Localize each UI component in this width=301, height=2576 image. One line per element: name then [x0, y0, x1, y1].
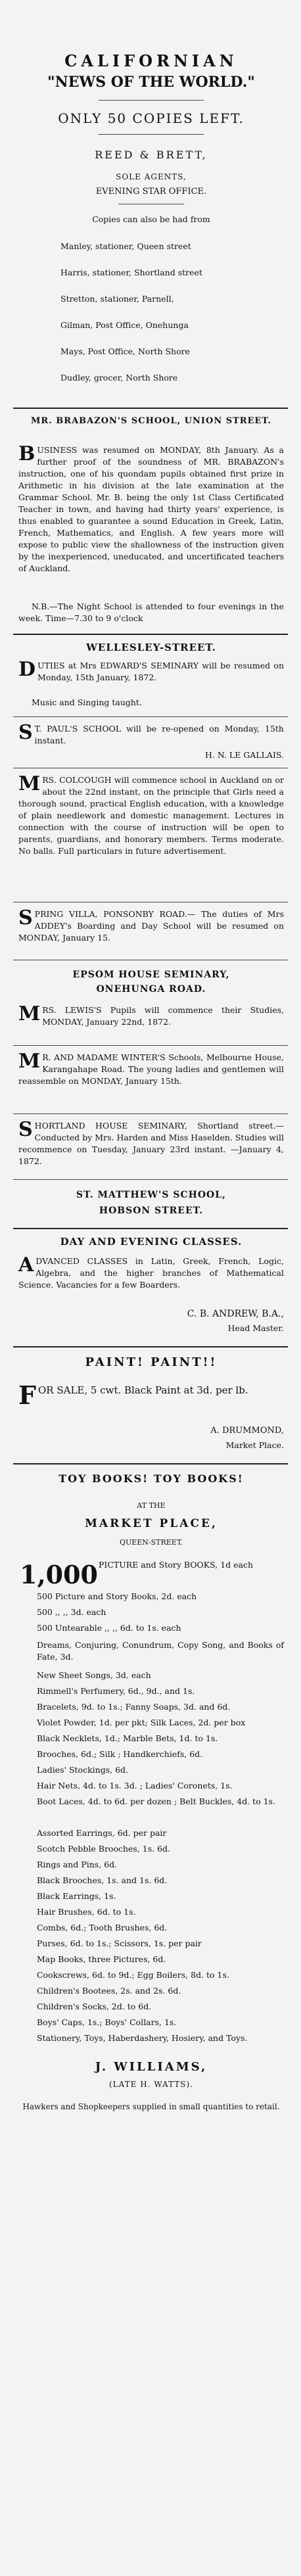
section-divider — [13, 1179, 288, 1180]
epsom-body: MRS. LEWIS'S Pupils will commence their Studies, MONDAY, January 22nd, 1872. — [18, 1002, 284, 1027]
toys-line: Rings and Pins, 6d. — [37, 1860, 118, 1869]
paint-title: PAINT! PAINT!! — [85, 1355, 218, 1369]
toys-line: Ladies' Stockings, 6d. — [37, 1765, 129, 1775]
toys-signature: J. WILLIAMS, — [95, 2060, 208, 2074]
toys-line: Hair Brushes, 6d. to 1s. — [37, 1907, 136, 1917]
stpauls-body: S T. PAUL'S SCHOOL will be re-opened on Monday, 15th instant. — [18, 721, 284, 745]
californian-subtitle: "NEWS OF THE WORLD." — [47, 74, 255, 91]
toys-line: 500 ,, ,, 3d. each — [37, 1607, 106, 1617]
toys-market: MARKET PLACE, — [85, 1517, 218, 1530]
agents-name: REED & BRETT, — [95, 149, 208, 161]
wellesley-title: WELLESLEY-STREET. — [86, 642, 216, 653]
wellesley-note: Music and Singing taught. — [32, 697, 142, 707]
copies-intro: Copies can also be had from — [92, 214, 210, 224]
paint-location: Market Place. — [225, 1440, 284, 1450]
section-divider — [13, 1228, 288, 1229]
seller-item: Dudley, grocer, North Shore — [60, 373, 178, 383]
drop-cap: S — [18, 906, 33, 929]
section-divider — [13, 1113, 288, 1114]
toys-line: Black Necklets, 1d.; Marble Bets, 1d. to 1s. — [37, 1733, 218, 1743]
toys-line: Boot Laces, 4d. to 6d. per dozen ; Belt Buckles, 4d. to 1s. — [37, 1796, 276, 1806]
seller-item: Mays, Post Office, North Shore — [60, 346, 190, 356]
toys-line: Hair Nets, 4d. to 1s. 3d. ; Ladies' Coronets, 1s. — [37, 1781, 233, 1791]
drop-cap: S — [18, 721, 33, 744]
seller-item: Harris, stationer, Shortland street — [60, 268, 202, 277]
drop-cap: B — [18, 442, 35, 465]
toys-line: Boys' Caps, 1s.; Boys' Collars, 1s. — [37, 2017, 177, 2027]
section-divider — [13, 1346, 288, 1347]
andrew-role: Head Master. — [227, 1323, 284, 1333]
winter-body: M R. AND MADAME WINTER'S Schools, Melbourne House, Karangahape Road. The young ladies and gentlemen will reassemble on MONDAY, January 15th. — [18, 1050, 284, 1086]
section-divider — [13, 1463, 288, 1464]
toys-line: Bracelets, 9d. to 1s.; Fanny Soaps, 3d. and 6d. — [37, 1702, 231, 1712]
toys-line: Stationery, Toys, Haberdashery, Hosiery, and Toys. — [37, 2033, 248, 2043]
paint-signature: A. DRUMMOND, — [210, 1426, 284, 1436]
evening-star-office: EVENING STAR OFFICE. — [95, 187, 207, 197]
toys-line: Map Books, three Pictures, 6d. — [37, 1954, 166, 1964]
brabazon-note: N.B.—The Night School is attended to four evenings in the week. Time—7.30 to 9 o'clock — [18, 601, 284, 623]
section-divider — [13, 634, 288, 635]
toys-street: QUEEN-STREET. — [119, 1538, 183, 1547]
andrew-title: DAY AND EVENING CLASSES. — [60, 1236, 243, 1248]
seller-item: Stretton, stationer, Parnell, — [60, 294, 174, 304]
toys-line: Cookscrews, 6d. to 9d.; Egg Boilers, 8d. to 1s. — [37, 1970, 229, 1980]
toys-line: Violet Powder, 1d. per pkt; Silk Laces, 2d. per box — [37, 1718, 246, 1727]
drop-cap: M — [18, 772, 41, 795]
toys-line: Black Earrings, 1s. — [37, 1891, 116, 1901]
stpauls-signature: H. N. LE GALLAIS. — [204, 750, 284, 760]
toys-line: Children's Socks, 2d. to 6d. — [37, 2002, 152, 2011]
divider — [99, 134, 204, 135]
toys-line: Children's Bootees, 2s. and 2s. 6d. — [37, 1986, 181, 1996]
toys-signature-note: (LATE H. WATTS). — [108, 2080, 194, 2089]
drop-cap: M — [18, 1002, 41, 1025]
toys-line: New Sheet Songs, 3d. each — [37, 1670, 151, 1680]
stmatthew-title: ST. MATTHEW'S SCHOOL, HOBSON STREET. — [76, 1190, 226, 1216]
wellesley-body: DUTIES at Mrs EDWARD'S SEMINARY will be resumed on Monday, 15th January, 1872. — [18, 658, 284, 682]
toys-line: Combs, 6d.; Tooth Brushes, 6d. — [37, 1923, 168, 1932]
section-divider — [13, 408, 288, 409]
seller-item: Gilman, Post Office, Onehunga — [60, 320, 189, 330]
shortland-body: SHORTLAND HOUSE SEMINARY, Shortland street.—Conducted by Mrs. Harden and Miss Haselden. Studies will recommence on Tuesday, January 23rd instant. —January 4, 1872. — [18, 1118, 284, 1166]
brabazon-title: MR. BRABAZON'S SCHOOL, UNION STREET. — [31, 416, 271, 426]
section-divider — [13, 716, 288, 717]
toys-line: Purses, 6d. to 1s.; Scissors, 1s. per pair — [37, 1938, 202, 1948]
toys-line: 500 Picture and Story Books, 2d. each — [37, 1591, 197, 1601]
californian-title: CALIFORNIAN — [64, 51, 238, 70]
copies-notice: ONLY 50 COPIES LEFT. — [58, 110, 244, 126]
toys-line: Scotch Pebble Brooches, 1s. 6d. — [37, 1844, 171, 1854]
toys-title: TOY BOOKS! TOY BOOKS! — [58, 1472, 244, 1485]
toys-line: Assorted Earrings, 6d. per pair — [37, 1828, 167, 1838]
drop-cap: A — [18, 1253, 34, 1276]
drop-cap: F — [18, 1380, 36, 1410]
section-divider — [13, 1045, 288, 1046]
toys-line: Dreams, Conjuring, Conundrum, Copy Song, and Books of Fate, 3d. — [37, 1640, 284, 1662]
divider — [99, 100, 204, 101]
seller-item: Manley, stationer, Queen street — [60, 241, 191, 251]
brabazon-body: BUSINESS was resumed on MONDAY, 8th January. As a further proof of the soundness of MR. BRABAZON's instruction, one of his quondam pupils obtained first prize in Arithmetic in his division at the late examination at the Grammar School. Mr. B. being the only 1st Class Certificated Teacher in town, and having had thirty years' experience, is thus enabled to guarantee a sound Education in Greek, Latin, French, Mathematics, and English. A few years more will expose to public view the shallowness of the instruction given by the inexperienced, uneducated, and uncertificated teachers of Auckland. — [18, 442, 284, 573]
toys-line: 500 Untearable ,, ,, 6d. to 1s. each — [37, 1623, 181, 1633]
drop-cap: D — [18, 658, 36, 681]
toys-big-number: 1,000 — [20, 1560, 98, 1589]
paint-body: FOR SALE, 5 cwt. Black Paint at 3d. per lb. — [18, 1380, 248, 1410]
toys-line: Brooches, 6d.; Silk ; Handkerchiefs, 6d. — [37, 1749, 203, 1759]
colcough-body: MRS. COLCOUGH will commence school in Auckland on or about the 22nd instant, on the principle that Girls need a thorough sound, practical English education, with a knowledge of plain needlework and domestic management. Lectures in connection with the course of instruction will be open to parents, guardians, and honorary members. Terms moderate. No balls. Full particulars in future advertisement. — [18, 772, 284, 856]
andrew-signature: C. B. ANDREW, B.A., — [187, 1309, 284, 1319]
toys-footer: Hawkers and Shopkeepers supplied in small quantities to retail. — [22, 2102, 280, 2111]
epsom-title: EPSOM HOUSE SEMINARY, ONEHUNGA ROAD. — [72, 970, 230, 995]
toys-at: AT THE — [137, 1501, 166, 1510]
andrew-body: ADVANCED CLASSES in Latin, Greek, French, Logic, Algebra, and the higher branches of Mathematical Science. Vacancies for a few Boarders. — [18, 1253, 284, 1290]
drop-cap: S — [18, 1118, 33, 1141]
toys-line: Rimmell's Perfumery, 6d., 9d., and 1s. — [37, 1686, 195, 1696]
spring-body: SPRING VILLA, PONSONBY ROAD.— The duties of Mrs ADDEY's Boarding and Day School will be resumed on MONDAY, January 15. — [18, 906, 284, 943]
toys-line: Black Brooches, 1s. and 1s. 6d. — [37, 1875, 168, 1885]
sole-agents: SOLE AGENTS, — [116, 172, 187, 181]
toys-line: PICTURE and Story BOOKS, 1d each — [99, 1560, 254, 1570]
drop-cap: M — [18, 1050, 41, 1073]
